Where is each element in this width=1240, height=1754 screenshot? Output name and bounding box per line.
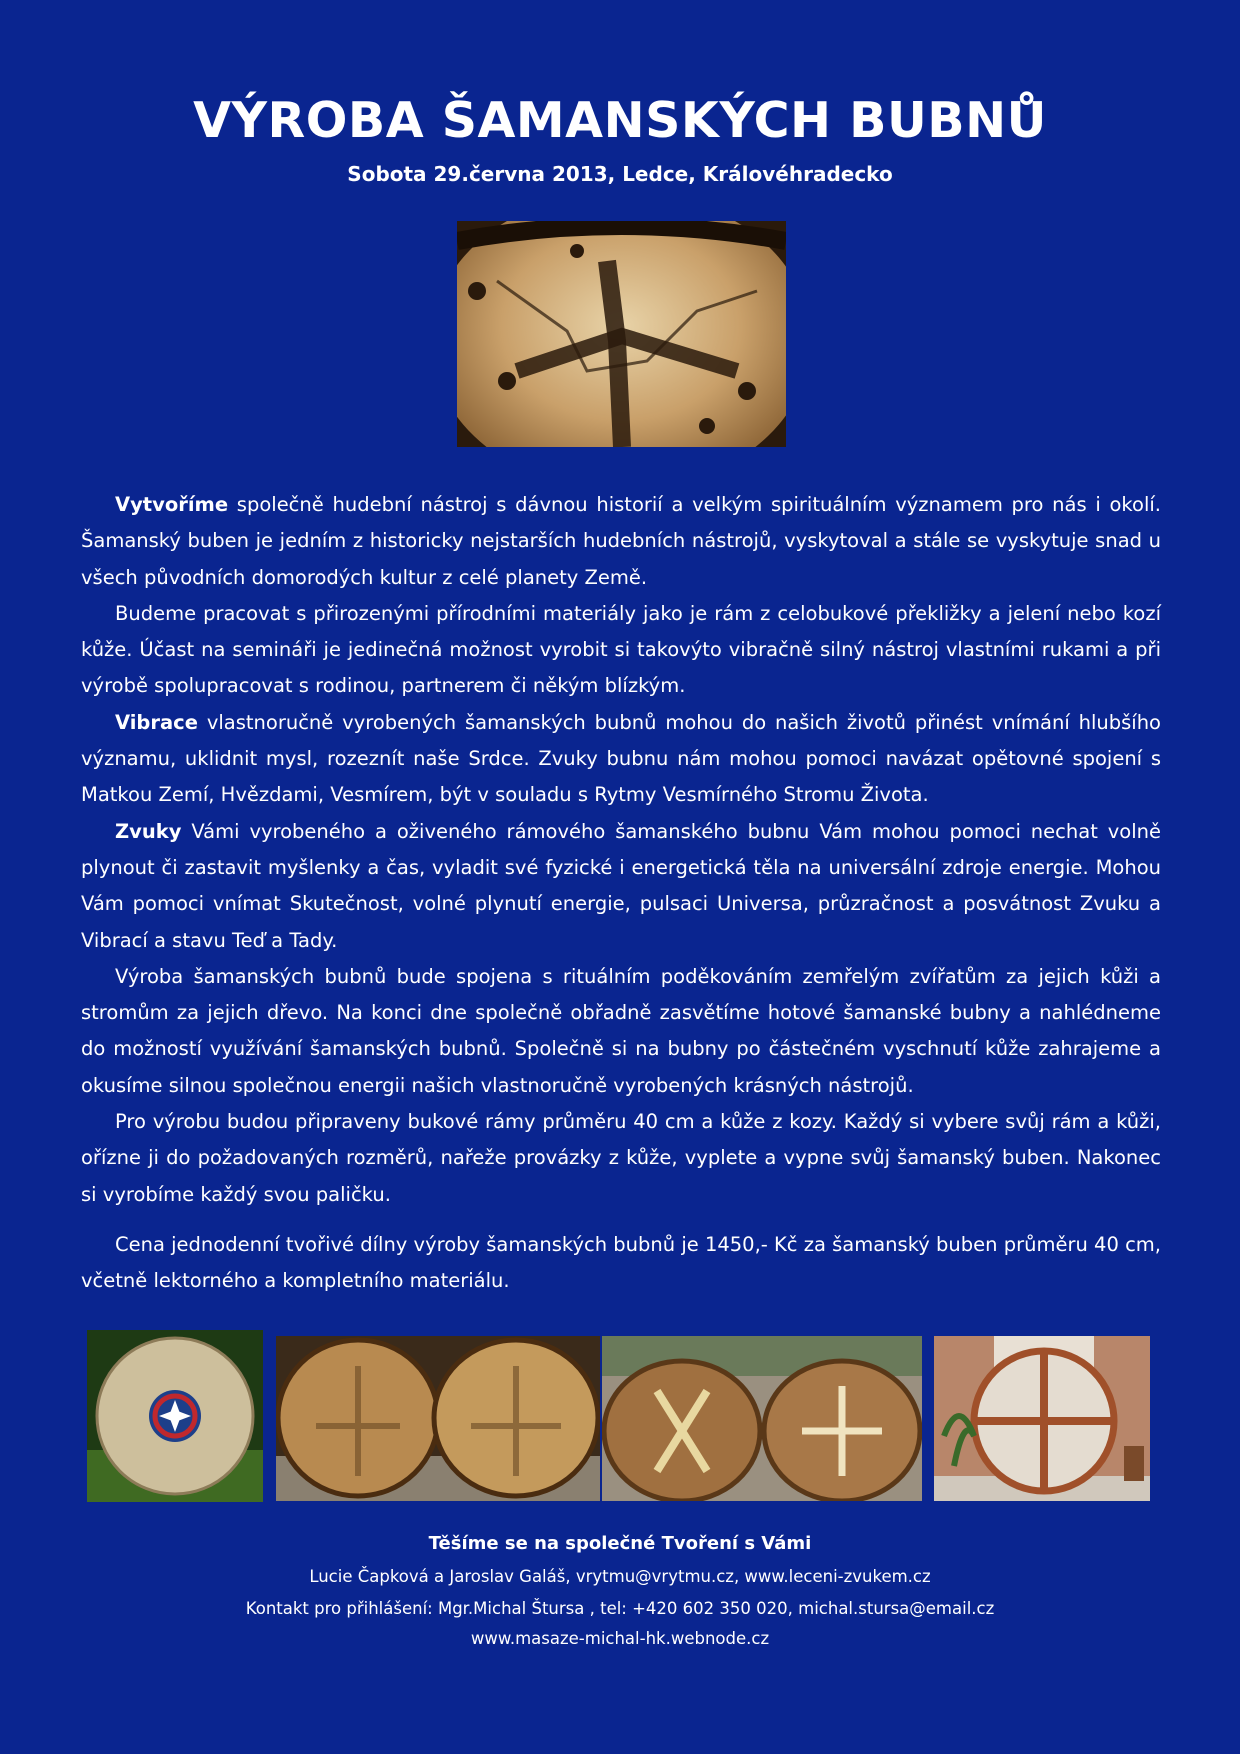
paragraph-text: Pro výrobu budou připraveny bukové rámy průměru 40 cm a kůže z kozy. Každý si vybere svůj rám a kůži, ořízne ji do požadovaných rozměrů, nařeže provázky z kůže, vyplete a vypne svůj šamanský buben. Nakonec si vyrobíme každý svou paličku. — [81, 1110, 1161, 1206]
paragraph-text: Výroba šamanských bubnů bude spojena s rituálním poděkováním zemřelým zvířatům za jejich kůži a stromům za jejich dřevo. Na konci dne společně obřadně zasvětíme hotové šamanské bubny a nahlédneme do možností využívání šamanských bubnů. Společně si na bubny po částečném vyschnutí kůže zahrajeme a okusíme silnou společnou energii našich vlastnoručně vyrobených krásných nástrojů. — [81, 964, 1161, 1097]
paragraph-text: Budeme pracovat s přirozenými přírodními materiály jako je rám z celobukové překližky a jelení nebo kozí kůže. Účast na semináři je jedinečná možnost vyrobit si takovýto vibračně silný nástroj vlastními rukami a při výrobě spolupracovat s rodinou, partnerem či někým blízkým. — [81, 601, 1161, 698]
drum-indoors-photo — [934, 1336, 1150, 1501]
page-title: VÝROBA ŠAMANSKÝCH BUBNŮ — [193, 92, 1047, 149]
paragraph-materials — [81, 596, 1161, 705]
paragraph-text: Cena jednodenní tvořivé dílny výroby šamanských bubnů je 1450,- Kč za šamanský buben průměru 40 cm, včetně lektorného a kompletního materiálu. — [81, 1232, 1161, 1293]
paragraph-text: vlastnoručně vyrobených šamanských bubnů mohou do našich životů přinést vnímání hlubšího významu, uklidnit mysl, rozeznít naše Srdce. Zvuky bubnu nám mohou pomoci navázat opětovné spojení s Matkou Zemí, Hvězdami, Vesmírem, být v souladu s Rytmy Vesmírného Stromu Života. — [81, 710, 1161, 807]
paragraph-preparation — [81, 1104, 1161, 1213]
footer-contact: Kontakt pro přihlášení: Mgr.Michal Štursa , tel: +420 602 350 020, michal.stursa@email.cz — [245, 1599, 995, 1618]
paragraph-ritual — [81, 959, 1161, 1104]
lead-word: Zvuky — [115, 819, 182, 843]
paragraph-text: společně hudební nástroj s dávnou historií a velkým spirituálním významem pro nás i okolí. Šamanský buben je jedním z historicky nejstarších hudebních nástrojů, vyskytoval a stále se vyskytuje snad u všech původních domorodých kultur z celé planety Země. — [81, 493, 1161, 589]
event-description — [81, 487, 1161, 1300]
lead-word: Vytvoříme — [115, 493, 229, 516]
footer-greeting: Těšíme se na společné Tvoření s Vámi — [428, 1533, 812, 1554]
drum-skin-tree-pattern-image — [457, 221, 786, 447]
drum-with-emblem-photo — [87, 1330, 263, 1502]
paragraph-zvuky — [81, 814, 1161, 959]
paragraph-text: Vámi vyrobeného a oživeného rámového šamanského bubnu Vám mohou pomoci nechat volně plynout či zastavit myšlenky a čas, vyladit své fyzické i energetická těla na universální zdroje energie. Mohou Vám pomoci vnímat Skutečnost, volné plynutí energie, pulsaci Universa, průzračnost a posvátnost Zvuku a Vibrací a stavu Teď a Tady. — [81, 819, 1161, 952]
paragraph-vytvorime — [81, 487, 1161, 596]
footer-website: www.masaze-michal-hk.webnode.cz — [470, 1629, 770, 1648]
lead-word: Vibrace — [115, 710, 198, 734]
event-date-location: Sobota 29.června 2013, Ledce, Královéhradecko — [347, 162, 893, 186]
paragraph-vibrace — [81, 705, 1161, 814]
footer-authors: Lucie Čapková a Jaroslav Galáš, vrytmu@vrytmu.cz, www.leceni-zvukem.cz — [309, 1567, 931, 1586]
paragraph-price — [81, 1227, 1161, 1300]
drums-with-crosses-photo — [602, 1336, 922, 1501]
two-drums-on-stones-photo — [276, 1336, 600, 1501]
